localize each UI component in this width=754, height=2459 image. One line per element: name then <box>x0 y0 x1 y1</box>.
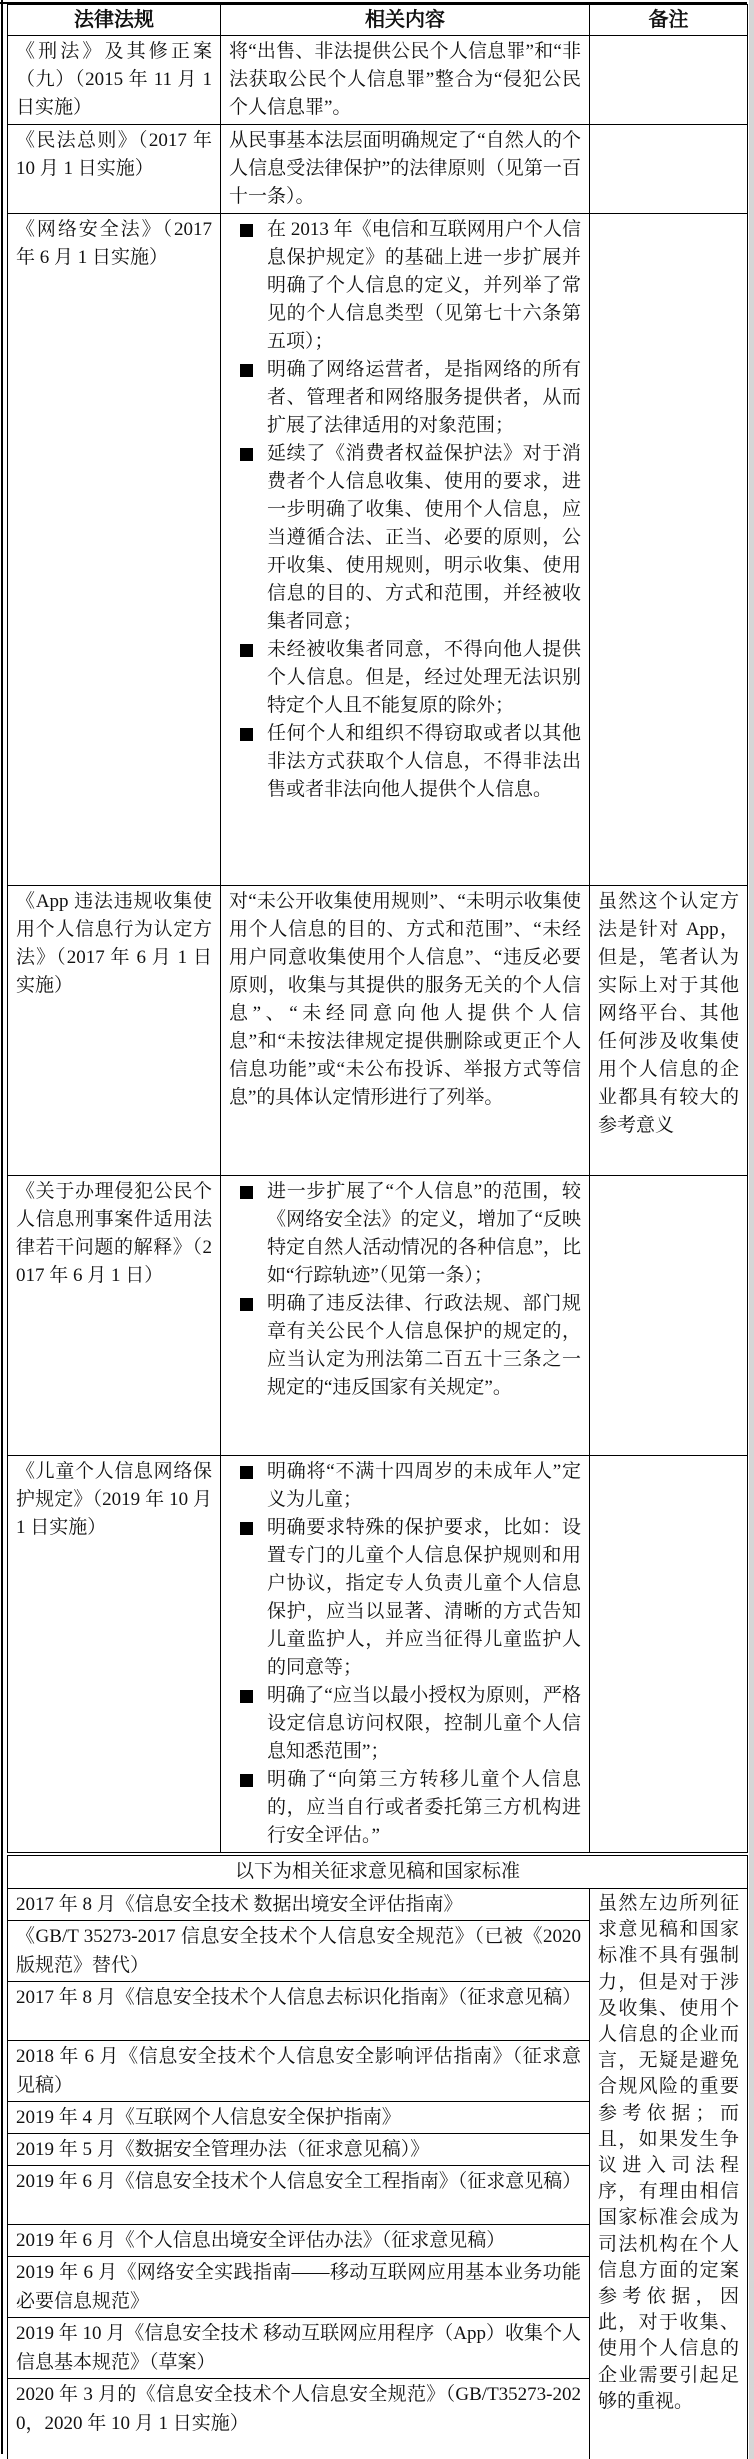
standard-item: 2019 年 4 月《互联网个人信息安全保护指南》 <box>8 2102 590 2134</box>
bullet-item <box>229 216 581 356</box>
content-cell: 对“未公开收集使用规则”、“未明示收集使用个人信息的目的、方式和范围”、“未经用户同意收集使用个人信息”、“违反必要原则，收集与其提供的服务无关的个人信息”、“未经同意向他人提供个人信息”和“未按法律规定提供删除或更正个人信息功能”或“未公布投诉、举报方式等信息”的具体认定情形进行了列举。 <box>221 886 590 1176</box>
bullet-square-icon <box>240 224 253 237</box>
law-regulation-table <box>7 4 748 2459</box>
bullet-item <box>229 1682 581 1766</box>
bullet-square-icon <box>240 448 253 461</box>
bullet-item <box>229 356 581 440</box>
standard-item: 2019 年 6 月《信息安全技术个人信息安全工程指南》（征求意见稿） <box>8 2166 590 2225</box>
standard-item: 《GB/T 35273-2017 信息安全技术个人信息安全规范》（已被《2020 版规范》替代） <box>8 1921 590 1982</box>
bullet-text: 延续了《消费者权益保护法》对于消费者个人信息收集、使用的要求，进一步明确了收集、使用个人信息，应当遵循合法、正当、必要的原则，公开收集、使用规则，明示收集、使用信息的目的、方式和范围，并经被收集者同意； <box>267 443 581 632</box>
standard-item: 2020 年 3 月的《信息安全技术个人信息安全规范》（GB/T35273-2020，2020 年 10 月 1 日实施） <box>8 2379 590 2459</box>
page-edge-shadow <box>749 0 754 2459</box>
bullet-text: 明确了“应当以最小授权为原则，严格设定信息访问权限，控制儿童个人信息知悉范围”； <box>267 1685 581 1762</box>
bullet-square-icon <box>240 1466 253 1479</box>
bullet-item <box>229 1458 581 1514</box>
note-empty <box>598 1178 739 1188</box>
standard-item: 2019 年 6 月《网络安全实践指南——移动互联网应用基本业务功能必要信息规范》 <box>8 2257 590 2318</box>
table-row-children-regulation <box>8 1456 748 1855</box>
note-empty <box>598 38 739 48</box>
bullet-square-icon <box>240 1298 253 1311</box>
standard-row <box>8 1889 748 1921</box>
standard-item: 2019 年 6 月《个人信息出境安全评估办法》（征求意见稿） <box>8 2225 590 2257</box>
bullet-item <box>229 1178 581 1290</box>
bullet-text: 未经被收集者同意，不得向他人提供个人信息。但是，经过处理无法识别特定个人且不能复原的除外； <box>267 639 581 716</box>
bullet-item <box>229 440 581 636</box>
bullet-square-icon <box>240 1186 253 1199</box>
note-empty <box>598 1458 739 1468</box>
bullet-text: 进一步扩展了“个人信息”的范围，较《网络安全法》的定义，增加了“反映特定自然人活动情况的各种信息”，比如“行踪轨迹”（见第一条）； <box>267 1181 581 1286</box>
bullet-square-icon <box>240 728 253 741</box>
law-name-cell: 《关于办理侵犯公民个人信息刑事案件适用法律若干问题的解释》（2017 年 6 月 1 日） <box>8 1176 221 1456</box>
law-name-cell: 《刑法》及其修正案（九）（2015 年 11 月 1 日实施） <box>8 36 221 125</box>
header-law-column: 法律法规 <box>8 5 221 36</box>
bullet-item <box>229 1290 581 1402</box>
bullet-square-icon <box>240 1690 253 1703</box>
bullet-square-icon <box>240 1522 253 1535</box>
bullet-text: 明确将“不满十四周岁的未成年人”定义为儿童； <box>267 1461 581 1510</box>
bullet-item <box>229 1766 581 1850</box>
table-row-civil-law <box>8 125 748 214</box>
section-separator: 以下为相关征求意见稿和国家标准 <box>8 1854 748 1889</box>
table-row-criminal-law <box>8 36 748 125</box>
page-edge-left-line <box>1 0 3 2454</box>
content-cell: 将“出售、非法提供公民个人信息罪”和“非法获取公民个人信息罪”整合为“侵犯公民个人信息罪”。 <box>221 36 590 125</box>
bullet-list <box>229 1178 581 1402</box>
bullet-item <box>229 636 581 720</box>
bullet-text: 明确要求特殊的保护要求，比如：设置专门的儿童个人信息保护规则和用户协议，指定专人负责儿童个人信息保护，应当以显著、清晰的方式告知儿童监护人，并应当征得儿童监护人的同意等； <box>267 1517 581 1678</box>
note-cell <box>590 214 748 886</box>
bullet-text: 明确了“向第三方转移儿童个人信息的，应当自行或者委托第三方机构进行安全评估。” <box>267 1769 581 1846</box>
bullet-square-icon <box>240 1774 253 1787</box>
bullet-text: 在 2013 年《电信和互联网用户个人信息保护规定》的基础上进一步扩展并明确了个人信息的定义，并列举了常见的个人信息类型（见第七十六条第五项）； <box>267 219 581 352</box>
bullet-list <box>229 216 581 804</box>
bullet-text: 明确了违反法律、行政法规、部门规章有关公民个人信息保护的规定的，应当认定为刑法第二百五十三条之一规定的“违反国家有关规定”。 <box>267 1293 581 1398</box>
header-note-column: 备注 <box>590 5 748 36</box>
standard-item: 2019 年 10 月《信息安全技术 移动互联网应用程序（App）收集个人信息基本规范》（草案） <box>8 2318 590 2379</box>
standard-item: 2017 年 8 月《信息安全技术个人信息去标识化指南》（征求意见稿） <box>8 1982 590 2041</box>
note-cell <box>590 36 748 125</box>
header-content-column: 相关内容 <box>221 5 590 36</box>
bullet-item <box>229 1514 581 1682</box>
standard-item: 2017 年 8 月《信息安全技术 数据出境安全评估指南》 <box>8 1889 590 1921</box>
law-name-cell: 《网络安全法》（2017 年 6 月 1 日实施） <box>8 214 221 886</box>
bullet-item <box>229 720 581 804</box>
content-cell: 从民事基本法层面明确规定了“自然人的个人信息受法律保护”的法律原则（见第一百十一条）。 <box>221 125 590 214</box>
law-name-cell: 《民法总则》（2017 年 10 月 1 日实施） <box>8 125 221 214</box>
bullet-text: 明确了网络运营者，是指网络的所有者、管理者和网络服务提供者，从而扩展了法律适用的对象范围； <box>267 359 581 436</box>
section-separator-row <box>8 1854 748 1889</box>
standard-item: 2018 年 6 月《信息安全技术个人信息安全影响评估指南》（征求意见稿） <box>8 2041 590 2102</box>
note-cell <box>590 125 748 214</box>
note-empty <box>598 127 739 137</box>
content-cell <box>221 1456 590 1855</box>
table-row-app-method <box>8 886 748 1176</box>
content-cell <box>221 1176 590 1456</box>
law-name-cell: 《App 违法违规收集使用个人信息行为认定方法》（2017 年 6 月 1 日实施） <box>8 886 221 1176</box>
table-row-judicial-interpretation <box>8 1176 748 1456</box>
table-row-cybersecurity-law <box>8 214 748 886</box>
note-cell <box>590 1176 748 1456</box>
content-cell <box>221 214 590 886</box>
note-cell <box>590 1456 748 1855</box>
standards-note-cell: 虽然左边所列征求意见稿和国家标准不具有强制力，但是对于涉及收集、使用个人信息的企业而言，无疑是避免合规风险的重要参考依据；而且，如果发生争议进入司法程序，有理由相信国家标准会成为司法机构在个人信息方面的定案参考依据，因此，对于收集、使用个人信息的企业需要引起足够的重视。 <box>590 1889 748 2459</box>
standard-item: 2019 年 5 月《数据安全管理办法（征求意见稿）》 <box>8 2134 590 2166</box>
law-name-cell: 《儿童个人信息网络保护规定》（2019 年 10 月 1 日实施） <box>8 1456 221 1855</box>
table-header-row <box>8 5 748 36</box>
bullet-list <box>229 1458 581 1850</box>
note-empty <box>598 216 739 226</box>
note-cell: 虽然这个认定方法是针对 App，但是，笔者认为实际上对于其他网络平台、其他任何涉及收集使用个人信息的企业都具有较大的参考意义 <box>590 886 748 1176</box>
bullet-square-icon <box>240 364 253 377</box>
bullet-square-icon <box>240 644 253 657</box>
bullet-text: 任何个人和组织不得窃取或者以其他非法方式获取个人信息，不得非法出售或者非法向他人提供个人信息。 <box>267 723 581 800</box>
